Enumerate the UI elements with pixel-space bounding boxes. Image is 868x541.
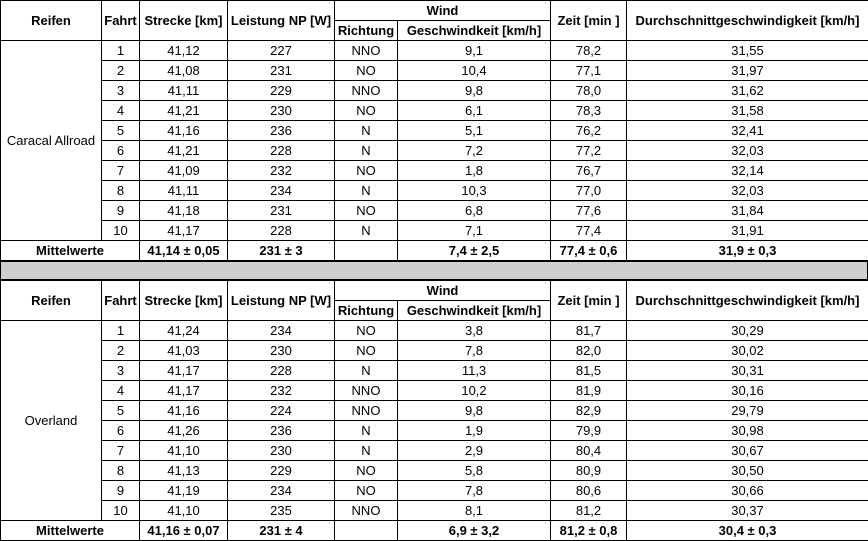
- cell-avg: 32,14: [627, 161, 868, 181]
- cell-strecke: 41,17: [140, 221, 228, 241]
- cell-leistung: 231: [228, 61, 335, 81]
- cell-avg: 32,41: [627, 121, 868, 141]
- cell-avg: 32,03: [627, 141, 868, 161]
- separator-row: [0, 261, 868, 280]
- cell-leistung: 229: [228, 81, 335, 101]
- cell-leistung: 231: [228, 201, 335, 221]
- mean-row: [1, 241, 868, 261]
- cell-wind: 6,1: [398, 101, 551, 121]
- cell-wind: 9,1: [398, 41, 551, 61]
- cell-avg: 30,16: [627, 381, 868, 401]
- header-geschwindigkeit: Geschwindkeit [km/h]: [398, 21, 551, 41]
- cell-strecke: 41,11: [140, 81, 228, 101]
- cell-richtung: NO: [335, 341, 398, 361]
- mean-strecke: 41,16 ± 0,07: [140, 521, 228, 541]
- cell-zeit: 80,4: [551, 441, 627, 461]
- cell-richtung: NNO: [335, 41, 398, 61]
- cell-richtung: N: [335, 221, 398, 241]
- table-row: [1, 141, 868, 161]
- cell-avg: 30,29: [627, 321, 868, 341]
- table-row: [1, 421, 868, 441]
- mean-row: [1, 521, 868, 541]
- cell-fahrt: 10: [102, 501, 140, 521]
- table-row: [1, 501, 868, 521]
- table-row: [1, 61, 868, 81]
- mean-strecke: 41,14 ± 0,05: [140, 241, 228, 261]
- header-leistung: Leistung NP [W]: [228, 281, 335, 321]
- cell-zeit: 81,7: [551, 321, 627, 341]
- header-wind: Wind: [335, 1, 551, 21]
- cell-leistung: 234: [228, 321, 335, 341]
- cell-strecke: 41,24: [140, 321, 228, 341]
- mean-empty: [335, 241, 398, 261]
- header-reifen: Reifen: [1, 1, 102, 41]
- header-leistung: Leistung NP [W]: [228, 1, 335, 41]
- cell-avg: 31,91: [627, 221, 868, 241]
- table-row: [1, 381, 868, 401]
- mean-zeit: 81,2 ± 0,8: [551, 521, 627, 541]
- mean-leistung: 231 ± 3: [228, 241, 335, 261]
- cell-strecke: 41,13: [140, 461, 228, 481]
- cell-leistung: 228: [228, 361, 335, 381]
- cell-fahrt: 4: [102, 101, 140, 121]
- cell-richtung: N: [335, 121, 398, 141]
- table-row: [1, 121, 868, 141]
- header-wind: Wind: [335, 281, 551, 301]
- cell-wind: 6,8: [398, 201, 551, 221]
- cell-fahrt: 3: [102, 81, 140, 101]
- header-strecke: Strecke [km]: [140, 281, 228, 321]
- mean-avg: 30,4 ± 0,3: [627, 521, 868, 541]
- cell-zeit: 80,9: [551, 461, 627, 481]
- table-row: [1, 441, 868, 461]
- cell-richtung: N: [335, 141, 398, 161]
- cell-strecke: 41,10: [140, 441, 228, 461]
- cell-zeit: 76,7: [551, 161, 627, 181]
- table-row: [1, 101, 868, 121]
- cell-richtung: N: [335, 441, 398, 461]
- table-row: [1, 341, 868, 361]
- cell-wind: 7,8: [398, 481, 551, 501]
- cell-richtung: NO: [335, 321, 398, 341]
- cell-zeit: 81,5: [551, 361, 627, 381]
- table-row: [1, 481, 868, 501]
- cell-avg: 30,31: [627, 361, 868, 381]
- cell-fahrt: 6: [102, 421, 140, 441]
- header-zeit: Zeit [min ]: [551, 1, 627, 41]
- cell-avg: 30,50: [627, 461, 868, 481]
- cell-zeit: 77,2: [551, 141, 627, 161]
- cell-avg: 30,02: [627, 341, 868, 361]
- cell-zeit: 77,6: [551, 201, 627, 221]
- cell-leistung: 236: [228, 421, 335, 441]
- cell-leistung: 232: [228, 161, 335, 181]
- table-row: [1, 81, 868, 101]
- mean-zeit: 77,4 ± 0,6: [551, 241, 627, 261]
- cell-strecke: 41,17: [140, 381, 228, 401]
- header-durchschnitt: Durchschnittgeschwindigkeit [km/h]: [627, 281, 868, 321]
- cell-strecke: 41,09: [140, 161, 228, 181]
- cell-zeit: 78,0: [551, 81, 627, 101]
- cell-richtung: NO: [335, 481, 398, 501]
- cell-fahrt: 1: [102, 321, 140, 341]
- cell-avg: 31,55: [627, 41, 868, 61]
- cell-fahrt: 4: [102, 381, 140, 401]
- cell-fahrt: 10: [102, 221, 140, 241]
- cell-fahrt: 9: [102, 481, 140, 501]
- cell-leistung: 230: [228, 341, 335, 361]
- cell-strecke: 41,16: [140, 121, 228, 141]
- cell-strecke: 41,21: [140, 141, 228, 161]
- cell-fahrt: 1: [102, 41, 140, 61]
- header-richtung: Richtung: [335, 301, 398, 321]
- cell-zeit: 82,0: [551, 341, 627, 361]
- cell-leistung: 228: [228, 141, 335, 161]
- tire-name: Overland: [1, 321, 102, 521]
- cell-avg: 31,62: [627, 81, 868, 101]
- mean-empty: [335, 521, 398, 541]
- cell-wind: 10,3: [398, 181, 551, 201]
- cell-strecke: 41,18: [140, 201, 228, 221]
- cell-richtung: NNO: [335, 381, 398, 401]
- cell-leistung: 228: [228, 221, 335, 241]
- cell-richtung: NNO: [335, 401, 398, 421]
- header-fahrt: Fahrt: [102, 281, 140, 321]
- mean-wind: 6,9 ± 3,2: [398, 521, 551, 541]
- cell-wind: 9,8: [398, 401, 551, 421]
- table-row: [1, 181, 868, 201]
- cell-richtung: NO: [335, 461, 398, 481]
- cell-richtung: NO: [335, 201, 398, 221]
- table-row: [1, 41, 868, 61]
- cell-wind: 10,2: [398, 381, 551, 401]
- cell-fahrt: 2: [102, 341, 140, 361]
- cell-strecke: 41,16: [140, 401, 228, 421]
- cell-wind: 7,8: [398, 341, 551, 361]
- cell-richtung: NO: [335, 161, 398, 181]
- header-zeit: Zeit [min ]: [551, 281, 627, 321]
- cell-avg: 32,03: [627, 181, 868, 201]
- cell-wind: 7,2: [398, 141, 551, 161]
- header-geschwindigkeit: Geschwindkeit [km/h]: [398, 301, 551, 321]
- table-row: [1, 401, 868, 421]
- cell-richtung: NO: [335, 61, 398, 81]
- header-richtung: Richtung: [335, 21, 398, 41]
- cell-leistung: 229: [228, 461, 335, 481]
- cell-fahrt: 5: [102, 121, 140, 141]
- table-row: [1, 321, 868, 341]
- cell-leistung: 234: [228, 181, 335, 201]
- cell-leistung: 230: [228, 441, 335, 461]
- cell-avg: 30,67: [627, 441, 868, 461]
- results-table: [0, 280, 868, 541]
- cell-wind: 8,1: [398, 501, 551, 521]
- cell-zeit: 80,6: [551, 481, 627, 501]
- table-row: [1, 161, 868, 181]
- cell-wind: 5,1: [398, 121, 551, 141]
- cell-strecke: 41,03: [140, 341, 228, 361]
- cell-avg: 30,37: [627, 501, 868, 521]
- cell-richtung: N: [335, 181, 398, 201]
- header-strecke: Strecke [km]: [140, 1, 228, 41]
- cell-fahrt: 8: [102, 461, 140, 481]
- cell-leistung: 224: [228, 401, 335, 421]
- cell-zeit: 78,2: [551, 41, 627, 61]
- cell-leistung: 235: [228, 501, 335, 521]
- table-row: [1, 201, 868, 221]
- cell-zeit: 77,0: [551, 181, 627, 201]
- cell-avg: 30,66: [627, 481, 868, 501]
- cell-strecke: 41,12: [140, 41, 228, 61]
- table-row: [1, 461, 868, 481]
- cell-zeit: 78,3: [551, 101, 627, 121]
- cell-fahrt: 7: [102, 441, 140, 461]
- cell-zeit: 79,9: [551, 421, 627, 441]
- cell-richtung: NO: [335, 101, 398, 121]
- cell-avg: 31,84: [627, 201, 868, 221]
- cell-richtung: NNO: [335, 81, 398, 101]
- cell-strecke: 41,11: [140, 181, 228, 201]
- cell-fahrt: 8: [102, 181, 140, 201]
- cell-leistung: 227: [228, 41, 335, 61]
- header-reifen: Reifen: [1, 281, 102, 321]
- cell-zeit: 81,9: [551, 381, 627, 401]
- cell-zeit: 77,4: [551, 221, 627, 241]
- cell-wind: 1,9: [398, 421, 551, 441]
- cell-strecke: 41,21: [140, 101, 228, 121]
- cell-avg: 31,97: [627, 61, 868, 81]
- cell-fahrt: 2: [102, 61, 140, 81]
- cell-strecke: 41,08: [140, 61, 228, 81]
- cell-wind: 1,8: [398, 161, 551, 181]
- cell-wind: 10,4: [398, 61, 551, 81]
- header-row: [1, 1, 868, 21]
- cell-wind: 3,8: [398, 321, 551, 341]
- cell-zeit: 81,2: [551, 501, 627, 521]
- cell-fahrt: 5: [102, 401, 140, 421]
- cell-zeit: 77,1: [551, 61, 627, 81]
- header-row: [1, 281, 868, 301]
- cell-fahrt: 9: [102, 201, 140, 221]
- cell-avg: 30,98: [627, 421, 868, 441]
- cell-leistung: 234: [228, 481, 335, 501]
- cell-avg: 29,79: [627, 401, 868, 421]
- cell-richtung: NNO: [335, 501, 398, 521]
- table-row: [1, 361, 868, 381]
- cell-zeit: 76,2: [551, 121, 627, 141]
- cell-avg: 31,58: [627, 101, 868, 121]
- cell-fahrt: 7: [102, 161, 140, 181]
- header-fahrt: Fahrt: [102, 1, 140, 41]
- cell-strecke: 41,17: [140, 361, 228, 381]
- cell-leistung: 236: [228, 121, 335, 141]
- cell-wind: 9,8: [398, 81, 551, 101]
- header-durchschnitt: Durchschnittgeschwindigkeit [km/h]: [627, 1, 868, 41]
- cell-strecke: 41,26: [140, 421, 228, 441]
- cell-richtung: N: [335, 361, 398, 381]
- mean-avg: 31,9 ± 0,3: [627, 241, 868, 261]
- table-row: [1, 221, 868, 241]
- tire-name: Caracal Allroad: [1, 41, 102, 241]
- cell-leistung: 230: [228, 101, 335, 121]
- cell-wind: 2,9: [398, 441, 551, 461]
- cell-leistung: 232: [228, 381, 335, 401]
- cell-fahrt: 3: [102, 361, 140, 381]
- results-table: [0, 0, 868, 261]
- mean-leistung: 231 ± 4: [228, 521, 335, 541]
- cell-fahrt: 6: [102, 141, 140, 161]
- cell-zeit: 82,9: [551, 401, 627, 421]
- cell-wind: 7,1: [398, 221, 551, 241]
- mean-label: Mittelwerte: [1, 521, 140, 541]
- cell-wind: 11,3: [398, 361, 551, 381]
- cell-strecke: 41,19: [140, 481, 228, 501]
- mean-label: Mittelwerte: [1, 241, 140, 261]
- cell-wind: 5,8: [398, 461, 551, 481]
- mean-wind: 7,4 ± 2,5: [398, 241, 551, 261]
- cell-strecke: 41,10: [140, 501, 228, 521]
- cell-richtung: N: [335, 421, 398, 441]
